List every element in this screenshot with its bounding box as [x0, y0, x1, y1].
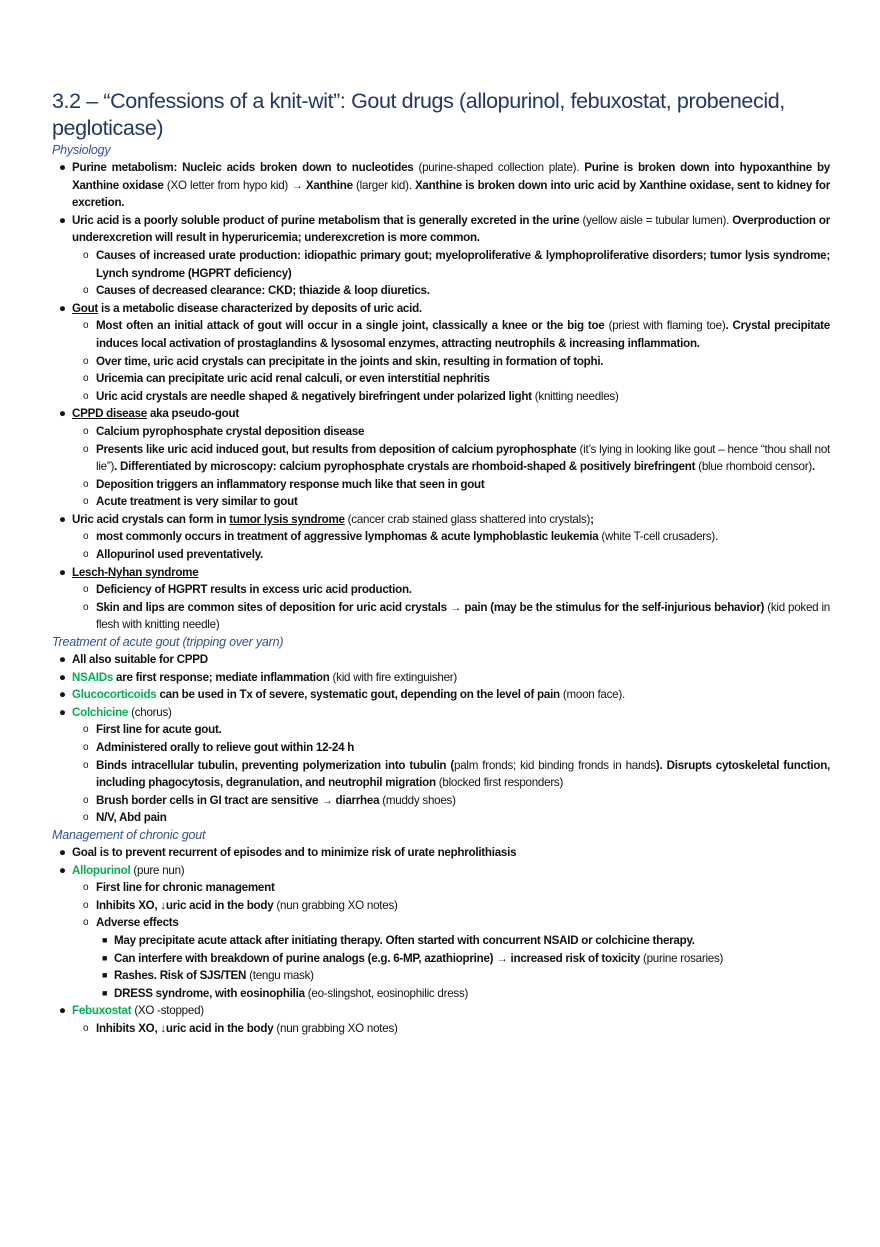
- bullet-marker-icon: o: [83, 249, 89, 261]
- mnemonic-text: (yellow aisle = tubular lumen).: [579, 213, 733, 227]
- bold-text: Can interfere with breakdown of purine analogs (e.g. 6-MP, azathioprine) → increased risk of toxicity: [114, 951, 640, 965]
- bold-text: aka pseudo-gout: [146, 407, 239, 421]
- drug-name: Febuxostat: [72, 1004, 132, 1018]
- bold-text: ). Disrupts cytoskeletal function, including phagocytosis, degranulation, and neutrophil migration: [96, 758, 830, 790]
- mnemonic-text: (blue rhomboid censor): [695, 460, 812, 474]
- sub-bullet-item: [52, 528, 830, 546]
- bold-text: . Differentiated by microscopy: calcium pyrophosphate crystals are rhomboid-shaped & positively birefringent: [114, 460, 696, 474]
- bullet-marker-icon: o: [83, 549, 89, 561]
- sub-bullet-item: [52, 493, 830, 511]
- bullet-marker-icon: ●: [59, 161, 66, 174]
- mnemonic-text: (blocked first responders): [435, 776, 564, 790]
- bold-text: Skin and lips are common sites of deposition for uric acid crystals → pain (may be the stimulus for the self-injurious behavior): [96, 600, 765, 614]
- mnemonic-text: (nun grabbing XO notes): [273, 898, 398, 912]
- bold-text: First line for chronic management: [96, 881, 275, 895]
- bullet-marker-icon: ■: [102, 934, 108, 945]
- mnemonic-text: (it’s lying in looking like gout – hence “thou shall not lie”): [96, 442, 830, 474]
- bullet-marker-icon: o: [83, 794, 89, 806]
- sub-sub-bullet-item: [52, 967, 830, 985]
- bullet-marker-icon: ●: [59, 1004, 66, 1018]
- sub-bullet-item: [52, 317, 830, 352]
- bullet-marker-icon: ●: [59, 301, 66, 315]
- bold-text: Deposition triggers an inflammatory response much like that seen in gout: [96, 477, 485, 491]
- mnemonic-text: (nun grabbing XO notes): [273, 1021, 398, 1035]
- bullet-marker-icon: ●: [59, 845, 66, 859]
- bold-text: DRESS syndrome, with eosinophilia: [114, 986, 305, 1000]
- sub-sub-bullet-item: [52, 985, 830, 1003]
- sub-bullet-item: [52, 546, 830, 564]
- bullet-marker-icon: ●: [59, 565, 66, 579]
- bullet-marker-icon: ■: [102, 952, 108, 963]
- bullet-marker-icon: ●: [59, 688, 66, 702]
- sub-bullet-item: [52, 809, 830, 827]
- document-body: [52, 142, 830, 1038]
- bold-text: Goal is to prevent recurrent of episodes and to minimize risk of urate nephrolithiasis: [72, 845, 517, 859]
- mnemonic-text: (pure nun): [130, 863, 185, 877]
- drug-name: Glucocorticoids: [72, 688, 157, 702]
- bold-text: Presents like uric acid induced gout, but results from deposition of calcium pyrophosphate: [96, 442, 577, 456]
- bold-text: N/V, Abd pain: [96, 811, 167, 825]
- bold-text: → Xanthine: [291, 178, 353, 192]
- bold-text: May precipitate acute attack after initiating therapy. Often started with concurrent NSAID or colchicine therapy.: [114, 933, 695, 947]
- sub-bullet-item: [52, 757, 830, 792]
- bold-text: Adverse effects: [96, 916, 179, 930]
- mnemonic-text: (knitting needles): [531, 389, 619, 403]
- underlined-term: Lesch-Nyhan syndrome: [72, 565, 199, 579]
- mnemonic-text: palm fronds; kid binding fronds in hands: [454, 758, 656, 772]
- bullet-item: [52, 159, 830, 212]
- bullet-item: [52, 1002, 830, 1020]
- bullet-marker-icon: ■: [102, 970, 108, 981]
- bullet-marker-icon: o: [83, 496, 89, 508]
- bullet-marker-icon: ●: [59, 863, 66, 877]
- bold-text: Xanthine is broken down into uric acid by Xanthine oxidase, sent to kidney for excretion.: [72, 178, 830, 210]
- bold-text: First line for acute gout.: [96, 723, 222, 737]
- bold-text: are first response; mediate inflammation: [113, 670, 330, 684]
- bullet-marker-icon: o: [83, 584, 89, 596]
- mnemonic-text: (priest with flaming toe): [604, 319, 726, 333]
- bold-text: Causes of decreased clearance: CKD; thiazide & loop diuretics.: [96, 284, 430, 298]
- bold-text: Calcium pyrophosphate crystal deposition disease: [96, 424, 365, 438]
- drug-name: Allopurinol: [72, 863, 131, 877]
- bold-text: most commonly occurs in treatment of aggressive lymphomas & acute lymphoblastic leukemia: [96, 530, 599, 544]
- sub-sub-bullet-item: [52, 950, 830, 968]
- bullet-marker-icon: ●: [59, 705, 66, 719]
- bold-text: Deficiency of HGPRT results in excess uric acid production.: [96, 583, 412, 597]
- sub-bullet-item: [52, 476, 830, 494]
- bullet-marker-icon: o: [83, 390, 89, 402]
- sub-bullet-item: [52, 581, 830, 599]
- bold-text: Inhibits XO, ↓uric acid in the body: [96, 898, 274, 912]
- bold-text: All also suitable for CPPD: [72, 653, 208, 667]
- section-heading: Physiology: [52, 143, 111, 157]
- sub-bullet-item: [52, 721, 830, 739]
- bullet-item: [52, 405, 830, 423]
- bold-text: Uric acid is a poorly soluble product of purine metabolism that is generally excreted in the urine: [72, 213, 580, 227]
- bold-text: .: [811, 460, 815, 474]
- bullet-item: [52, 669, 830, 687]
- mnemonic-text: (purine-shaped collection plate).: [413, 161, 585, 174]
- bullet-marker-icon: o: [83, 1022, 89, 1034]
- sub-bullet-item: [52, 388, 830, 406]
- bullet-marker-icon: ■: [102, 987, 108, 998]
- bold-text: Uricemia can precipitate uric acid renal calculi, or even interstitial nephritis: [96, 372, 490, 386]
- bullet-marker-icon: o: [83, 355, 89, 367]
- sub-bullet-item: [52, 1020, 830, 1038]
- sub-sub-bullet-item: [52, 932, 830, 950]
- bullet-marker-icon: o: [83, 899, 89, 911]
- section-heading: Treatment of acute gout (tripping over yarn): [52, 635, 284, 650]
- mnemonic-text: (chorus): [128, 705, 172, 719]
- sub-bullet-item: [52, 441, 830, 476]
- bold-text: Rashes. Risk of SJS/TEN: [114, 969, 247, 983]
- bullet-marker-icon: o: [83, 443, 89, 455]
- bullet-marker-icon: ●: [59, 512, 66, 526]
- bullet-item: [52, 511, 830, 529]
- bold-text: Uric acid crystals are needle shaped & negatively birefringent under polarized light: [96, 389, 532, 403]
- bullet-marker-icon: o: [83, 812, 89, 824]
- bullet-marker-icon: o: [83, 425, 89, 437]
- bullet-item: [52, 844, 830, 862]
- document-page: [52, 88, 830, 1038]
- sub-bullet-item: [52, 897, 830, 915]
- mnemonic-text: (purine rosaries): [640, 951, 724, 965]
- bold-text: Administered orally to relieve gout within 12-24 h: [96, 741, 355, 754]
- mnemonic-text: (kid poked in flesh with knitting needle): [96, 600, 830, 632]
- bullet-item: [52, 212, 830, 247]
- bullet-marker-icon: ●: [59, 670, 66, 684]
- mnemonic-text: (kid with fire extinguisher): [329, 670, 457, 684]
- bullet-item: [52, 300, 830, 318]
- mnemonic-text: (tengu mask): [246, 969, 314, 983]
- bold-text: Brush border cells in GI tract are sensitive → diarrhea: [96, 793, 380, 807]
- bold-text: . Crystal precipitate induces local activation of prostaglandins & lysosomal enzymes, attracting neutrophils & increasing inflammation.: [96, 319, 830, 350]
- bullet-item: [52, 564, 830, 582]
- bold-text: Purine is broken down into hypoxanthine by Xanthine oxidase: [72, 161, 830, 192]
- mnemonic-text: (cancer crab stained glass shattered into crystals): [344, 512, 591, 526]
- sub-bullet-item: [52, 423, 830, 441]
- mnemonic-text: (XO letter from hypo kid): [163, 178, 292, 192]
- bullet-marker-icon: o: [83, 478, 89, 490]
- sub-bullet-item: [52, 879, 830, 897]
- bullet-item: [52, 862, 830, 880]
- bullet-marker-icon: o: [83, 373, 89, 385]
- bold-text: Uric acid crystals can form in: [72, 512, 230, 526]
- bullet-marker-icon: o: [83, 285, 89, 297]
- bold-text: Overproduction or underexcretion will result in hyperuricemia; underexcretion is more common.: [72, 213, 830, 245]
- bullet-marker-icon: o: [83, 742, 89, 753]
- bullet-marker-icon: ●: [59, 213, 66, 227]
- sub-bullet-item: [52, 353, 830, 371]
- bold-text: Causes of increased urate production: idiopathic primary gout; myeloproliferative & lymphoproliferative disorders; tumor lysis syndrome; Lynch syndrome (HGPRT deficiency): [96, 248, 830, 280]
- bullet-marker-icon: o: [83, 531, 89, 543]
- bullet-marker-icon: o: [83, 917, 89, 929]
- drug-name: Colchicine: [72, 705, 129, 719]
- sub-bullet-item: [52, 599, 830, 634]
- drug-name: NSAIDs: [72, 670, 114, 684]
- bold-text: Binds intracellular tubulin, preventing polymerization into tubulin (: [96, 758, 455, 772]
- bullet-item: [52, 686, 830, 704]
- sub-bullet-item: [52, 914, 830, 932]
- bold-text: ;: [590, 512, 594, 526]
- bullet-item: [52, 704, 830, 722]
- page-title: 3.2 – “Confessions of a knit-wit”: Gout drugs (allopurinol, febuxostat, probenecid, pegloticase): [52, 89, 785, 140]
- mnemonic-text: (XO -stopped): [131, 1004, 204, 1018]
- bullet-marker-icon: o: [83, 882, 89, 894]
- bullet-marker-icon: o: [83, 601, 89, 613]
- bold-text: Acute treatment is very similar to gout: [96, 495, 298, 509]
- bold-text: Over time, uric acid crystals can precipitate in the joints and skin, resulting in formation of tophi.: [96, 354, 604, 368]
- section-heading: Management of chronic gout: [52, 827, 206, 842]
- sub-bullet-item: [52, 370, 830, 388]
- sub-bullet-item: [52, 282, 830, 300]
- bullet-marker-icon: o: [83, 759, 89, 771]
- bold-text: Inhibits XO, ↓uric acid in the body: [96, 1021, 274, 1035]
- sub-bullet-item: [52, 247, 830, 282]
- bold-text: is a metabolic disease characterized by deposits of uric acid.: [98, 301, 422, 315]
- bold-text: Purine metabolism: Nucleic acids broken down to nucleotides: [72, 161, 414, 174]
- mnemonic-text: (larger kid).: [352, 178, 415, 192]
- mnemonic-text: (muddy shoes): [379, 793, 456, 807]
- underlined-term: Gout: [72, 301, 99, 315]
- bold-text: can be used in Tx of severe, systematic gout, depending on the level of pain: [156, 688, 560, 702]
- underlined-term: tumor lysis syndrome: [229, 512, 345, 526]
- bold-text: Most often an initial attack of gout will occur in a single joint, classically a knee or the big toe: [96, 319, 605, 333]
- bold-text: Allopurinol used preventatively.: [96, 548, 264, 562]
- mnemonic-text: (moon face).: [559, 688, 625, 702]
- bullet-marker-icon: ●: [59, 653, 66, 667]
- mnemonic-text: (eo-slingshot, eosinophilic dress): [304, 986, 469, 1000]
- bullet-marker-icon: ●: [59, 407, 66, 421]
- bullet-item: [52, 651, 830, 669]
- sub-bullet-item: [52, 739, 830, 757]
- bullet-marker-icon: o: [83, 724, 89, 736]
- sub-bullet-item: [52, 792, 830, 810]
- mnemonic-text: (white T-cell crusaders).: [598, 530, 719, 544]
- bullet-marker-icon: o: [83, 320, 89, 332]
- underlined-term: CPPD disease: [72, 407, 147, 421]
